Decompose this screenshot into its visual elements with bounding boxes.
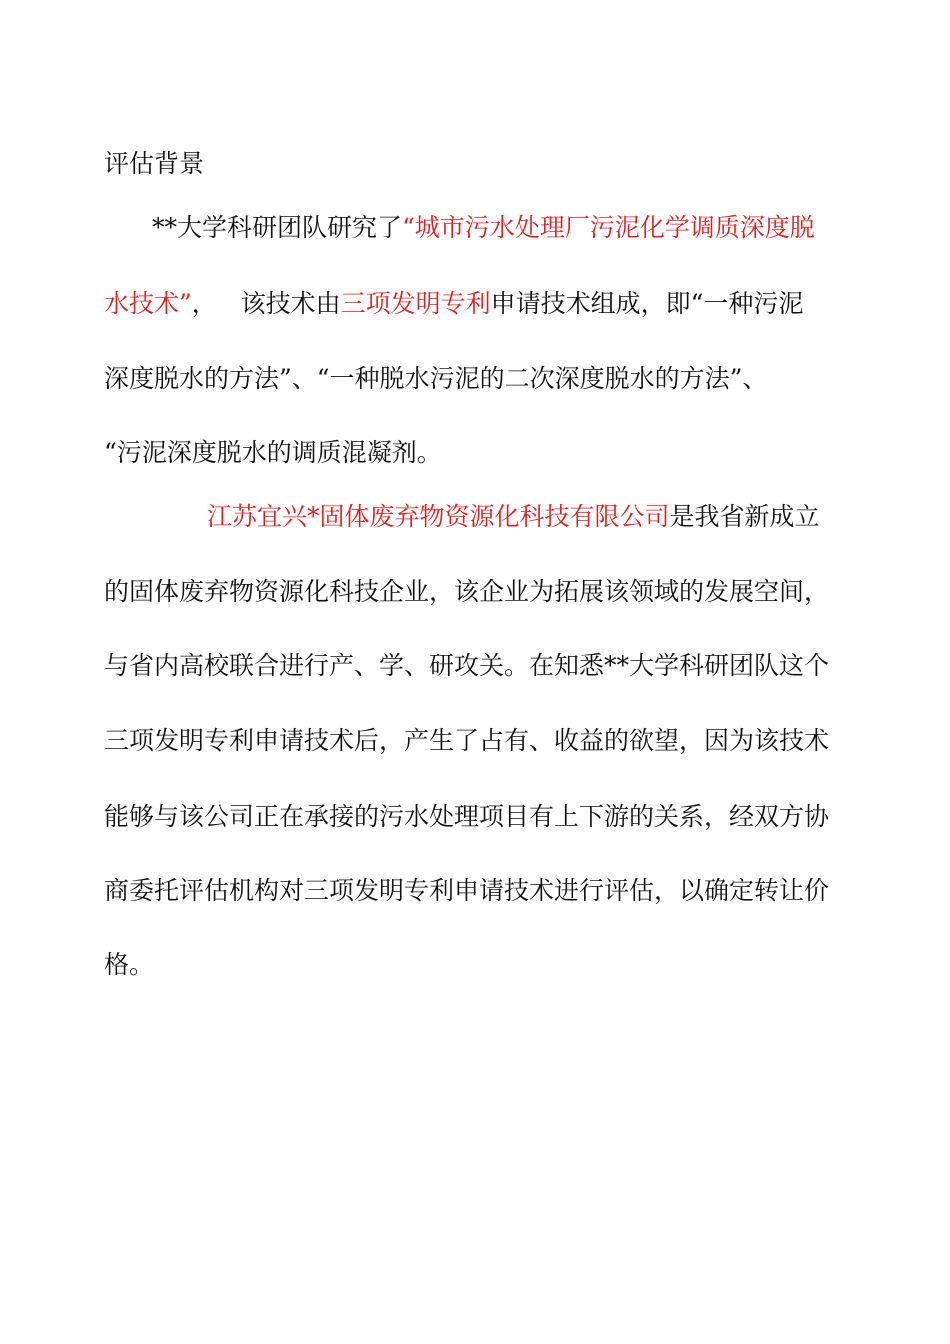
paragraph-2-line-3: 与省内高校联合进行产、学、研攻关。在知悉**大学科研团队这个: [104, 651, 830, 680]
paragraph-1-line-2: [104, 286, 803, 322]
highlighted-company: 江苏宜兴*固体废弃物资源化科技有限公司: [207, 502, 670, 531]
highlighted-patents: 三项发明专利: [340, 289, 491, 318]
text-run: **大学科研团队研究了: [152, 213, 403, 242]
paragraph-1-line-4: “污泥深度脱水的调质混凝剂。: [104, 438, 442, 467]
paragraph-2-line-4: 三项发明专利申请技术后，产生了占有、收益的欲望，因为该技术: [104, 726, 830, 755]
highlighted-title: “城市污水处理厂污泥化学调质深度脱: [402, 213, 815, 242]
paragraph-1-line-1: [152, 210, 815, 246]
paragraph-1-line-3: 深度脱水的方法”、“一种脱水污泥的二次深度脱水的方法”、: [104, 364, 768, 393]
paragraph-2-line-5: 能够与该公司正在承接的污水处理项目有上下游的关系，经双方协: [104, 802, 830, 831]
highlighted-title-end: 水技术”: [104, 289, 192, 318]
paragraph-2-line-2: 的固体废弃物资源化科技企业，该企业为拓展该领域的发展空间，: [104, 577, 830, 606]
text-run: ， 该技术由: [191, 289, 341, 318]
paragraph-2-line-7: 格。: [104, 950, 155, 979]
paragraph-2-line-6: 商委托评估机构对三项发明专利申请技术进行评估，以确定转让价: [104, 876, 830, 905]
paragraph-2-line-1: [207, 499, 820, 535]
text-run: 申请技术组成，即“一种污泥: [490, 289, 804, 318]
text-run: 是我省新成立: [669, 502, 820, 531]
section-heading: 评估背景: [104, 149, 205, 178]
